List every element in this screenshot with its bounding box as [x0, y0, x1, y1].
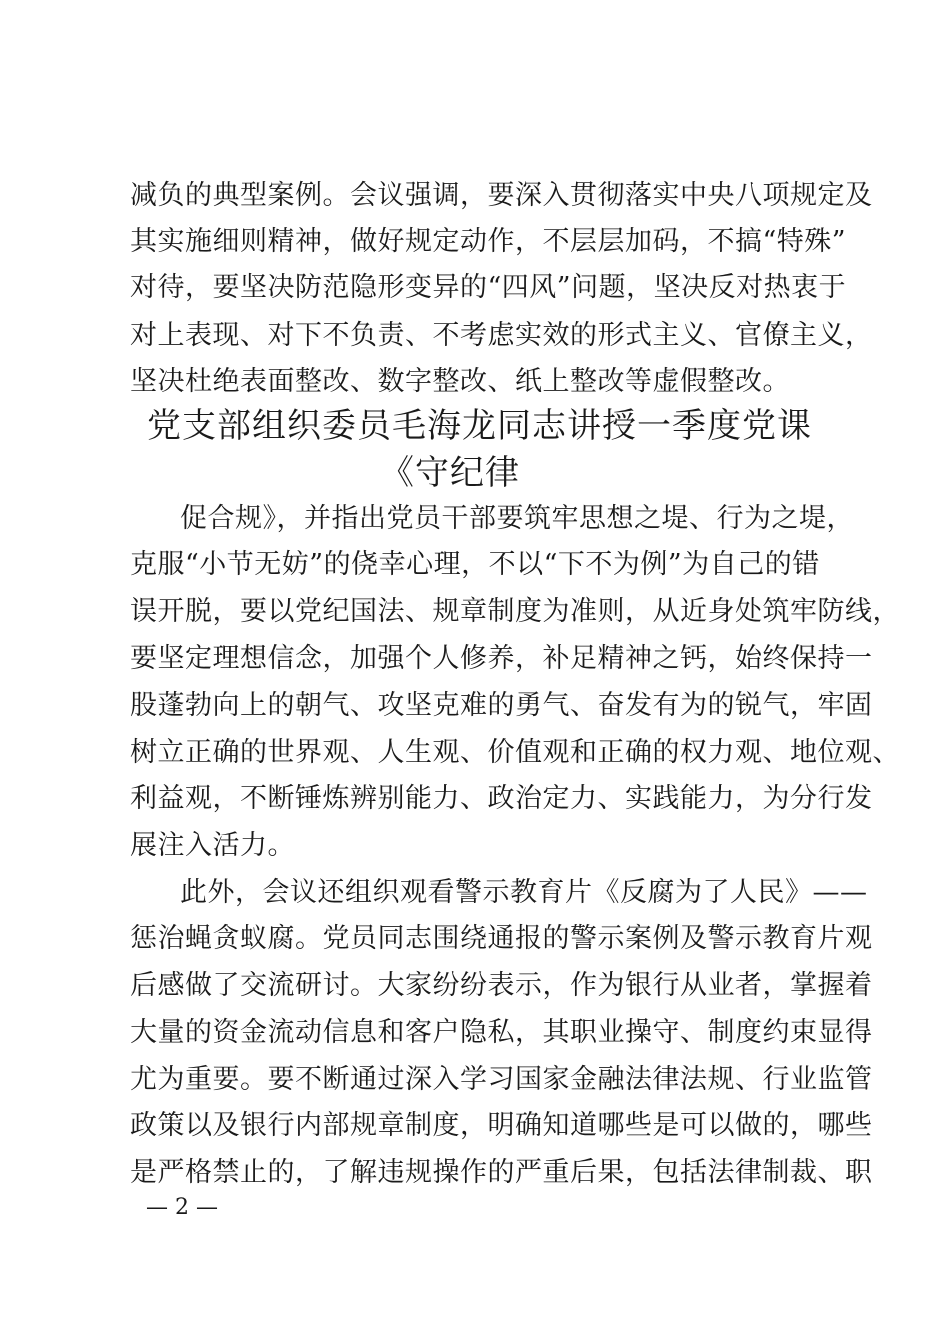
paragraph-line: 误开脱，要以党纪国法、规章制度为准则，从近身处筑牢防线，: [130, 596, 900, 627]
paragraph-line: 促合规》，并指出党员干部要筑牢思想之堤、行为之堤，: [180, 503, 854, 534]
paragraph-line: 对待，要坚决防范隐形变异的“四风”问题，坚决反对热衷于: [130, 272, 847, 303]
paragraph-line: 股蓬勃向上的朝气、攻坚克难的勇气、奋发有为的锐气，牢固: [130, 690, 873, 721]
paragraph-line: 减负的典型案例。会议强调，要深入贯彻落实中央八项规定及: [130, 180, 873, 211]
paragraph-line: 是严格禁止的，了解违规操作的严重后果，包括法律制裁、职: [130, 1157, 873, 1188]
paragraph-line: 利益观，不断锤炼辨别能力、政治定力、实践能力，为分行发: [130, 783, 873, 814]
paragraph-line: 政策以及银行内部规章制度，明确知道哪些是可以做的，哪些: [130, 1110, 873, 1141]
paragraph-line: 大量的资金流动信息和客户隐私，其职业操守、制度约束显得: [130, 1017, 873, 1048]
paragraph-line: 克服“小节无妨”的侥幸心理，不以“下不为例”为自己的错: [130, 549, 820, 580]
paragraph-line: 展注入活力。: [130, 830, 295, 861]
page-number: — 2 —: [146, 1195, 218, 1220]
paragraph-line: 后感做了交流研讨。大家纷纷表示，作为银行从业者，掌握着: [130, 970, 873, 1001]
paragraph-line: 其实施细则精神，做好规定动作，不层层加码，不搞“特殊”: [130, 226, 847, 257]
heading-line-2: 《守纪律: [380, 453, 520, 493]
paragraph-line: 树立正确的世界观、人生观、价值观和正确的权力观、地位观、: [130, 737, 900, 768]
paragraph-line: 惩治蝇贪蚁腐。党员同志围绕通报的警示案例及警示教育片观: [130, 923, 873, 954]
heading-line-1: 党支部组织委员毛海龙同志讲授一季度党课: [147, 406, 812, 446]
paragraph-line: 要坚定理想信念，加强个人修养，补足精神之钙，始终保持一: [130, 643, 873, 674]
paragraph-line: 尤为重要。要不断通过深入学习国家金融法律法规、行业监管: [130, 1064, 873, 1095]
paragraph-line: 对上表现、对下不负责、不考虑实效的形式主义、官僚主义，: [130, 320, 873, 351]
paragraph-line: 此外，会议还组织观看警示教育片《反腐为了人民》——: [180, 877, 868, 908]
paragraph-line: 坚决杜绝表面整改、数字整改、纸上整改等虚假整改。: [130, 366, 790, 397]
